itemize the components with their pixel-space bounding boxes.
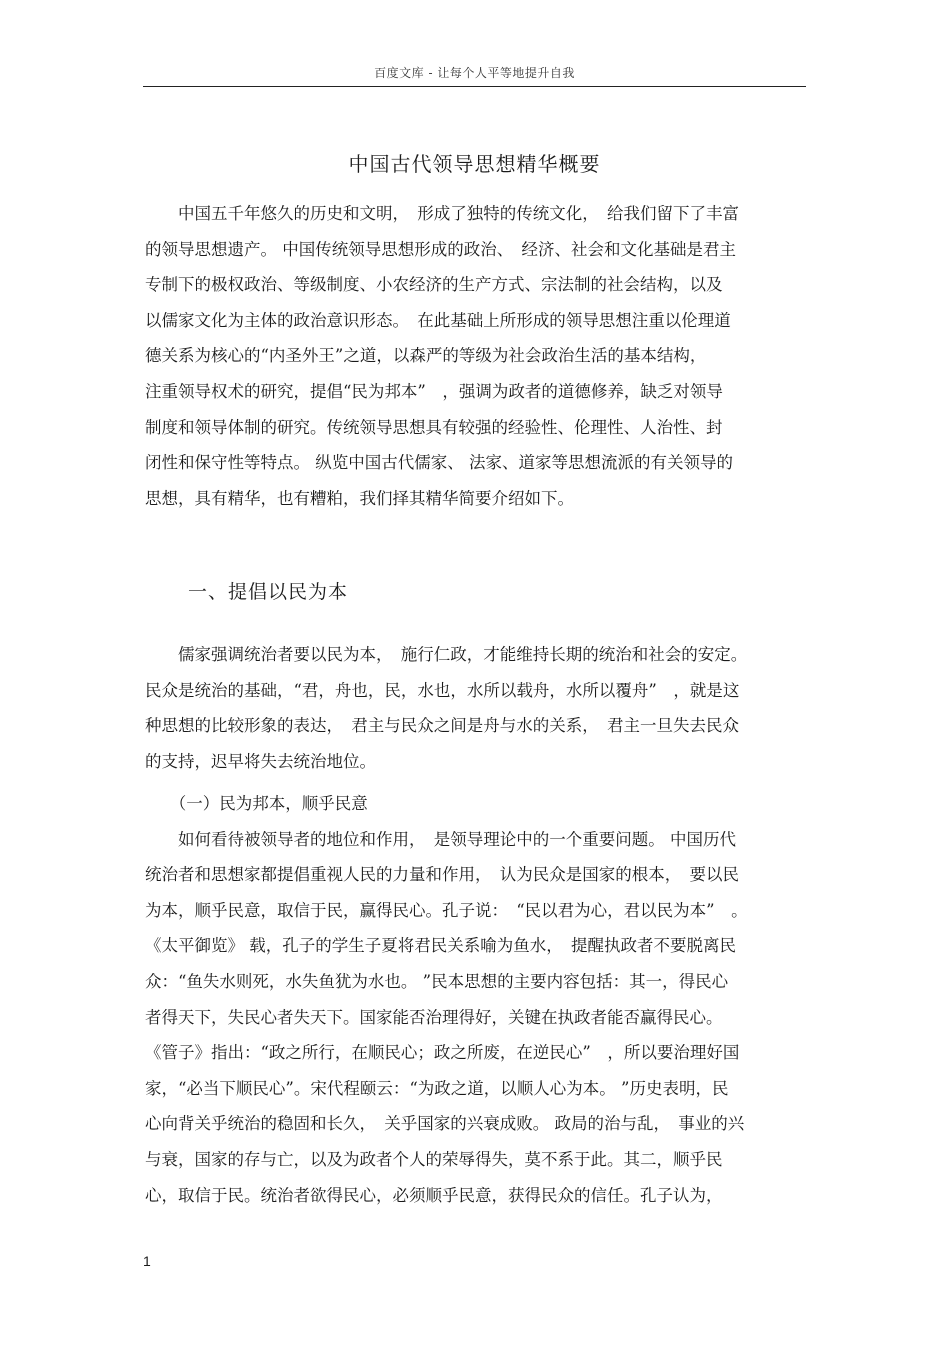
- section-heading: 一、提倡以民为本: [188, 581, 349, 603]
- text-line: 以儒家文化为主体的政治意识形态。 在此基础上所形成的领导思想注重以伦理道: [145, 310, 731, 330]
- text-line: 中国五千年悠久的历史和文明， 形成了独特的传统文化， 给我们留下了丰富: [145, 204, 739, 223]
- text-line: 注重领导权术的研究，提倡“民为邦本” ，强调为政者的道德修养，缺乏对领导: [145, 381, 723, 401]
- text-line: 民众是统治的基础，“君，舟也，民，水也，水所以载舟，水所以覆舟” ，就是这: [145, 680, 740, 700]
- text-line: 制度和领导体制的研究。传统领导思想具有较强的经验性、伦理性、人治性、封: [145, 417, 723, 437]
- text-line: 的支持，迟早将失去统治地位。: [145, 751, 376, 771]
- document-title: 中国古代领导思想精华概要: [348, 152, 601, 176]
- text-line: 心向背关乎统治的稳固和长久， 关乎国家的兴衰成败。 政局的治与乱， 事业的兴: [145, 1114, 745, 1134]
- section-paragraph: [145, 637, 805, 779]
- text-line: 德关系为核心的“内圣外王”之道，以森严的等级为社会政治生活的基本结构，: [145, 346, 707, 366]
- text-line: 专制下的极权政治、等级制度、小农经济的生产方式、宗法制的社会结构，以及: [145, 275, 723, 295]
- page-header: 百度文库 - 让每个人平等地提升自我: [374, 66, 575, 80]
- text-line: 家，“必当下顺民心”。宋代程颐云：“为政之道，以顺人心为本。 ”历史表明，民: [145, 1078, 729, 1098]
- text-line: 心，取信于民。统治者欲得民心，必须顺乎民意，获得民众的信任。孔子认为，: [145, 1185, 723, 1205]
- intro-paragraph: [145, 196, 805, 516]
- text-line: 儒家强调统治者要以民为本， 施行仁政，才能维持长期的统治和社会的安定。: [145, 645, 748, 664]
- text-line: 的领导思想遗产。 中国传统领导思想形成的政治、 经济、社会和文化基础是君主: [145, 239, 736, 259]
- text-line: 如何看待被领导者的地位和作用， 是领导理论中的一个重要问题。 中国历代: [145, 829, 736, 849]
- text-line: 《太平御览》 载，孔子的学生子夏将君民关系喻为鱼水， 提醒执政者不要脱离民: [145, 936, 736, 956]
- text-line: 统治者和思想家都提倡重视人民的力量和作用， 认为民众是国家的根本， 要以民: [145, 865, 739, 885]
- text-line: 众：“鱼失水则死，水失鱼犹为水也。 ”民本思想的主要内容包括：其一，得民心: [145, 971, 729, 991]
- header-divider: [143, 86, 806, 87]
- text-line: 者得天下，失民心者失天下。国家能否治理得好，关键在执政者能否赢得民心。: [145, 1007, 723, 1027]
- subsection-paragraph: [145, 786, 805, 1213]
- text-line: 与衰，国家的存与亡，以及为政者个人的荣辱得失，莫不系于此。其二，顺乎民: [145, 1149, 723, 1169]
- text-line: 思想，具有精华，也有糟粕，我们择其精华简要介绍如下。: [145, 488, 574, 508]
- subsection-heading: （一）民为邦本，顺乎民意: [145, 794, 368, 813]
- text-line: 种思想的比较形象的表达， 君主与民众之间是舟与水的关系， 君主一旦失去民众: [145, 716, 739, 736]
- page-number: 1: [143, 1253, 151, 1269]
- text-line: 为本，顺乎民意，取信于民，赢得民心。孔子说： “民以君为心，君以民为本” 。: [145, 900, 748, 920]
- text-line: 《管子》指出：“政之所行，在顺民心；政之所废，在逆民心” ，所以要治理好国: [145, 1043, 740, 1063]
- text-line: 闭性和保守性等特点。 纵览中国古代儒家、 法家、道家等思想流派的有关领导的: [145, 453, 733, 473]
